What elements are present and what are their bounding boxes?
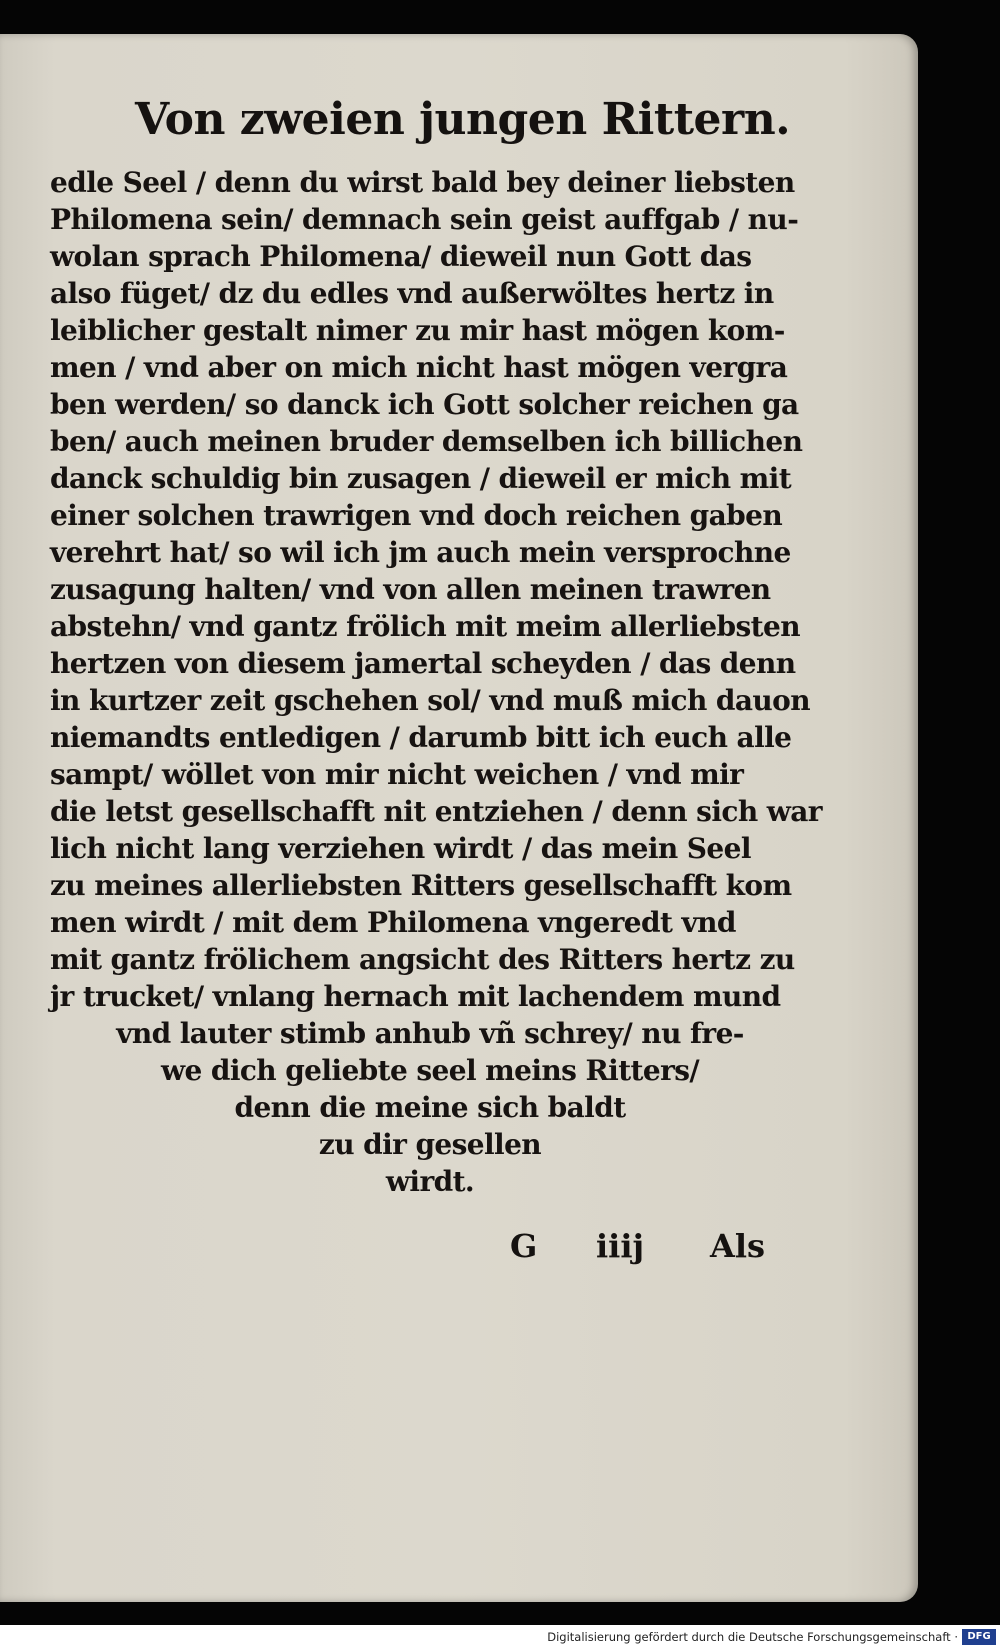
text-line: men wirdt / mit dem Philomena vngeredt vnd [50,906,736,939]
text-line: ben/ auch meinen bruder demselben ich billichen [50,425,803,458]
closing-line: denn die meine sich baldt [234,1091,626,1124]
text-line: jr trucket/ vnlang hernach mit lachendem mund [50,980,781,1013]
text-line: hertzen von diesem jamertal scheyden / das denn [50,647,796,680]
text-line: Philomena sein/ demnach sein geist auffgab / nu- [50,203,799,236]
text-line: men / vnd aber on mich nicht hast mögen vergra [50,351,788,384]
text-line: wolan sprach Philomena/ dieweil nun Gott das [50,240,752,273]
closing-line: zu dir gesellen [318,1128,542,1161]
text-line: leiblicher gestalt nimer zu mir hast mögen kom- [50,314,785,347]
signature-mark: G [510,1227,538,1265]
page-footer-marks [510,1224,790,1268]
text-line: niemandts entledigen / darumb bitt ich euch alle [50,721,792,754]
closing-line: vnd lauter stimb anhub vñ schrey/ nu fre- [116,1017,744,1050]
dfg-logo: DFG [962,1629,996,1645]
folio-number: iiij [596,1227,645,1265]
body-text [50,164,822,1200]
text-line: verehrt hat/ so wil ich jm auch mein versprochne [50,536,791,569]
text-line: lich nicht lang verziehen wirdt / das mein Seel [50,832,751,865]
book-page [0,34,918,1602]
closing-line: we dich geliebte seel meins Ritters/ [160,1054,700,1087]
text-line: zusagung halten/ vnd von allen meinen trawren [50,573,771,606]
footer-bar [0,1625,1000,1649]
text-line: abstehn/ vnd gantz frölich mit meim allerliebsten [50,610,800,643]
text-line: die letst gesellschafft nit entziehen / denn sich war [50,795,822,828]
text-line: danck schuldig bin zusagen / dieweil er mich mit [50,462,792,495]
funding-credit: Digitalisierung gefördert durch die Deutsche Forschungsgemeinschaft · [547,1630,958,1644]
text-line: mit gantz frölichem angsicht des Ritters hertz zu [50,943,795,976]
text-line: einer solchen trawrigen vnd doch reichen gaben [50,499,783,532]
text-line: also füget/ dz du edles vnd außerwöltes hertz in [50,277,774,310]
text-line: edle Seel / denn du wirst bald bey deiner liebsten [50,166,795,199]
text-line: in kurtzer zeit gschehen sol/ vnd muß mich dauon [50,684,811,717]
closing-line: wirdt. [385,1165,475,1198]
text-line: sampt/ wöllet von mir nicht weichen / vnd mir [50,758,744,791]
text-line: ben werden/ so danck ich Gott solcher reichen ga [50,388,799,421]
running-heading: Von zweien jungen Rittern. [135,94,791,145]
text-line: zu meines allerliebsten Ritters gesellschafft kom [50,869,792,902]
catchword: Als [710,1227,765,1265]
